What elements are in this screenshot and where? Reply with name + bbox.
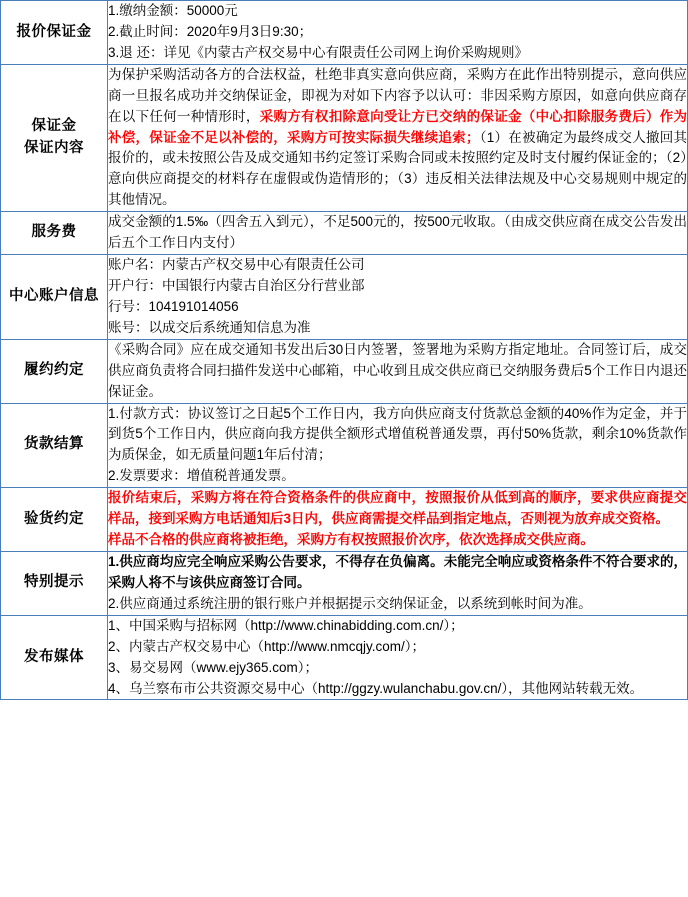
content-line: 账户名：内蒙古产权交易中心有限责任公司 [108,257,365,273]
label-line: 保证金 [31,118,77,135]
content-line-highlight: 报价结束后，采购方将在符合资格条件的供应商中，按照报价从低到高的顺序，要求供应商提交样品，接到采购方电话通知后3日内，供应商需提交样品到指定地点，否则视为放弃成交资格。 [108,490,687,527]
content-line: 账号：以成交后系统通知信息为准 [108,319,311,335]
content-line-bold: 1.供应商均应完全响应采购公告要求，不得存在负偏离。未能完全响应或资格条件不符合要求的，采购人将不与该供应商签订合同。 [108,553,687,590]
row-label-center-account: 中心账户信息 [1,255,108,340]
content-line: 2.供应商通过系统注册的银行账户并根据提示交纳保证金，以系统到帐时间为准。 [108,595,592,611]
table-row [1,615,688,700]
content-line: 《采购合同》应在成交通知书发出后30日内签署，签署地为采购方指定地址。合同签订后，成交供应商负责将合同扫描件发送中心邮箱，中心收到且成交供应商已交纳服务费后5个工作日内退还保证金。 [108,341,687,399]
content-line: 2.发票要求：增值税普通发票。 [108,468,295,484]
row-content-special-notice [108,551,688,615]
content-text: 为保护采购活动各方的合法权益，杜绝非真实意向供应商，采购方在此作出特别提示，意向供应商一旦报名成功并交纳保证金，即视为对如下内容予以认可：非因采购方原因，如意向供应商存在以下任何一种情形时， [108,66,687,124]
row-label-bid-deposit: 报价保证金 [1,1,108,65]
row-label-service-fee: 服务费 [1,212,108,255]
content-line: 4、乌兰察布市公共资源交易中心（http://ggzy.wulanchabu.gov.cn/），其他网站转载无效。 [108,680,644,696]
row-content-publishing-media [108,615,688,700]
row-label-payment-settlement: 货款结算 [1,403,108,488]
content-line: 1.缴纳金额：50000元 [108,3,238,18]
row-label-special-notice: 特别提示 [1,551,108,615]
content-line: 2.截止时间：2020年9月3日9:30； [108,23,313,39]
table-row [1,551,688,615]
label-line: 保证内容 [24,139,84,156]
content-text: （1）在被确定为最终成交人撤回其报价的，或未按照公告及成交通知书约定签订采购合同或未按照约定及时支付履约保证金的；（2）意向供应商提交的材料存在虚假或伪造情形的；（3）违反相关法律法规及中心交易规则中规定的其他情况。 [108,129,688,208]
content-line: 成交金额的1.5‰（四舍五入到元），不足500元的，按500元收取。（由成交供应商在成交公告发出后五个工作日内支付） [108,214,687,251]
table-row [1,488,688,552]
row-content-payment-settlement [108,403,688,488]
row-content-bid-deposit [108,1,688,65]
row-content-performance-terms [108,339,688,403]
row-label-deposit-terms [1,64,108,211]
row-content-service-fee [108,212,688,255]
row-content-deposit-terms [108,64,688,211]
row-label-performance-terms: 履约约定 [1,339,108,403]
table-row [1,212,688,255]
content-line: 1.付款方式：协议签订之日起5个工作日内，我方向供应商支付货款总金额的40%作为定金，并于到货5个工作日内，供应商向我方提供全额形式增值税普通发票，再付50%货款，剩余10%货款作为质保金，如无质量问题1年后付清； [108,405,687,463]
table-row [1,255,688,340]
row-label-publishing-media: 发布媒体 [1,615,108,700]
content-line: 开户行：中国银行内蒙古自治区分行营业部 [108,277,365,293]
content-line: 行号：104191014056 [108,298,239,314]
table-row [1,403,688,488]
row-label-inspection-terms: 验货约定 [1,488,108,552]
content-line: 2、内蒙古产权交易中心（http://www.nmcqjy.com/）； [108,638,426,654]
content-text-highlight: 采购方有权扣除意向受让方已交纳的保证金（中心扣除服务费后）作为补偿，保证金不足以补偿的，采购方可按实际损失继续追索； [108,108,688,145]
content-line: 3、易交易网（www.ejy365.com）； [108,659,319,675]
content-line-highlight: 样品不合格的供应商将被拒绝，采购方有权按照报价次序，依次选择成交供应商。 [108,532,594,548]
content-line: 3.退 还：详见《内蒙古产权交易中心有限责任公司网上询价采购规则》 [108,44,529,60]
content-line: 1、中国采购与招标网（http://www.chinabidding.com.cn/）； [108,617,464,633]
table-body [1,1,688,700]
table-row [1,339,688,403]
table-row [1,64,688,211]
row-content-inspection-terms [108,488,688,552]
row-content-center-account [108,255,688,340]
table-row [1,1,688,65]
